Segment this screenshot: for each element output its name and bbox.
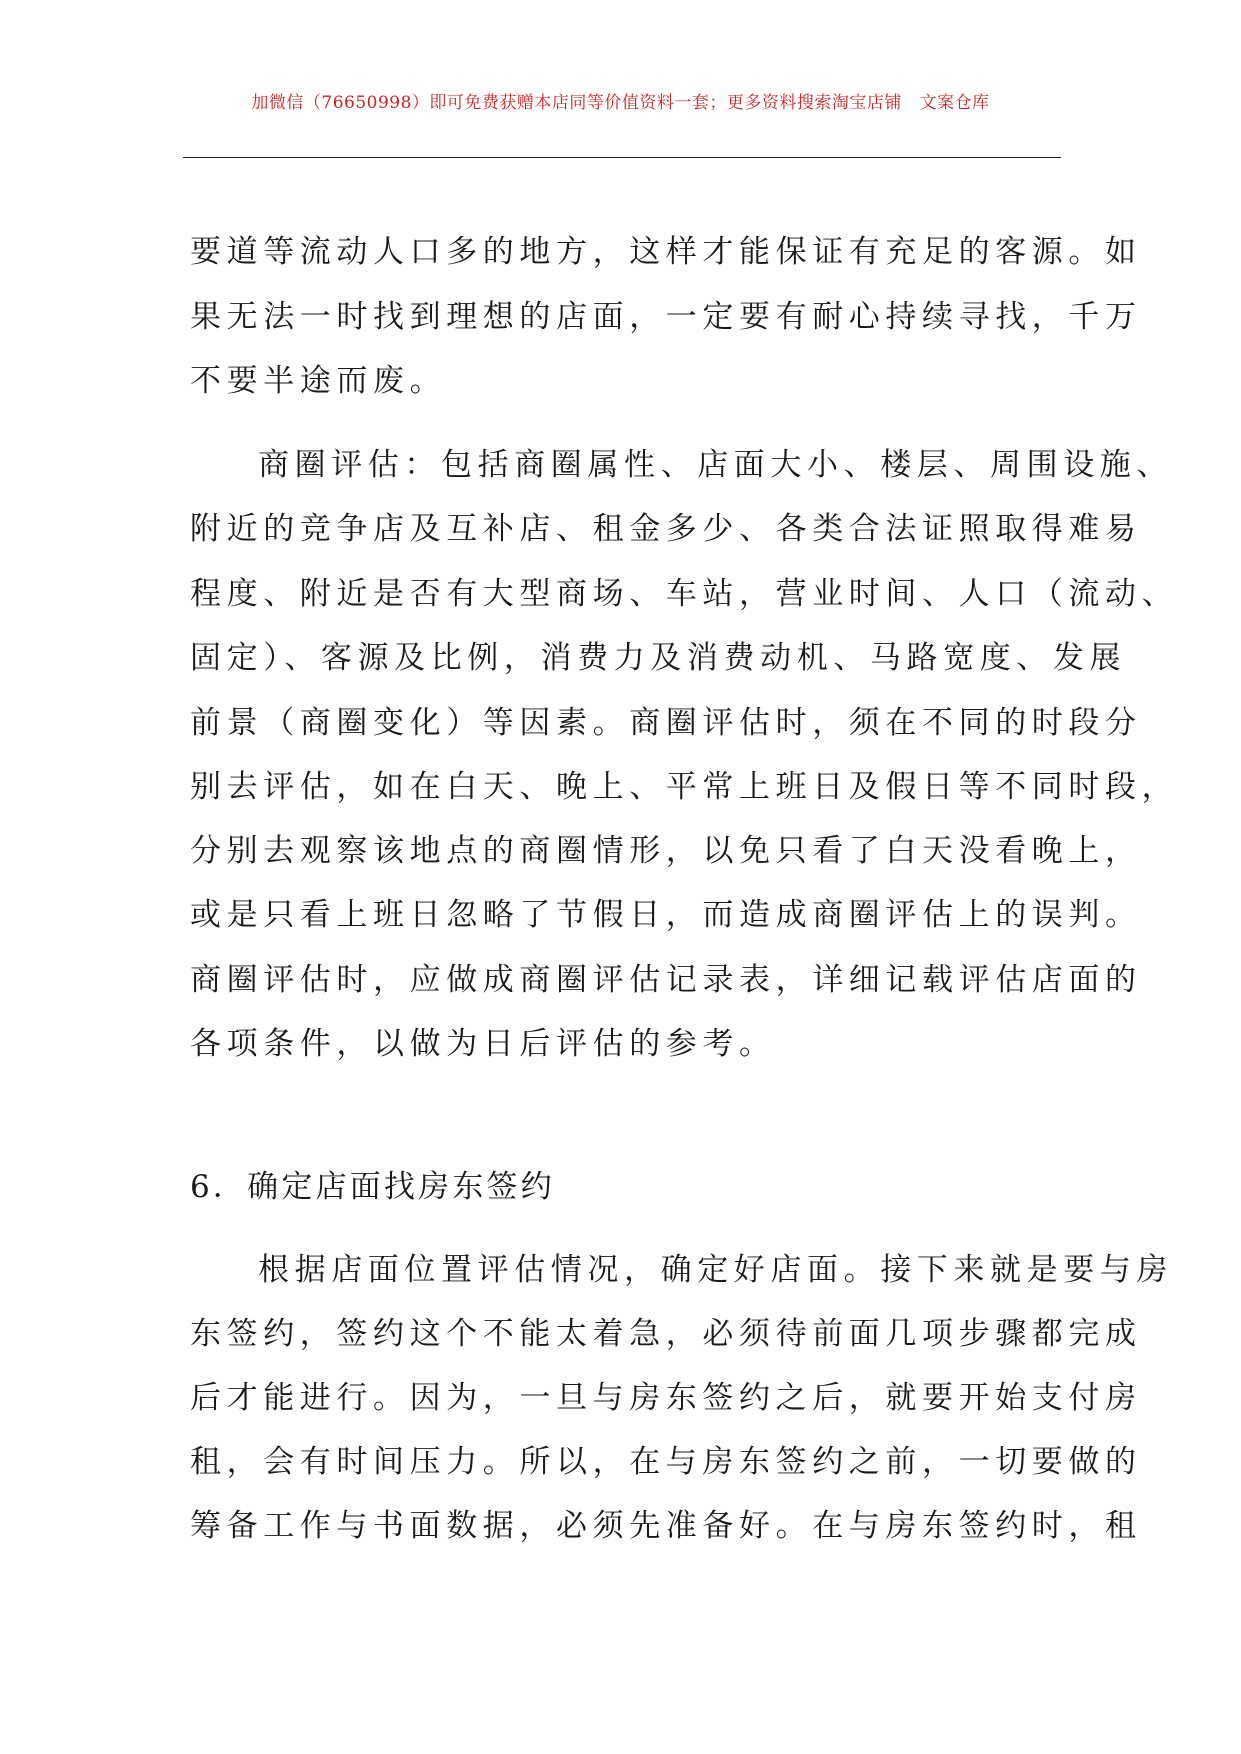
paragraph-first-line: 商圈评估：包括商圈属性、店面大小、楼层、周围设施、	[258, 447, 1173, 483]
body-line: 筹备工作与书面数据，必须先准备好。在与房东签约时，租	[190, 1508, 1142, 1544]
body-line: 后才能进行。因为，一旦与房东签约之后，就要开始支付房	[190, 1380, 1142, 1416]
body-line: 程度、附近是否有大型商场、车站，营业时间、人口（流动、	[190, 576, 1179, 612]
body-line: 不要半途而废。	[190, 363, 447, 399]
section-heading: 6．确定店面找房东签约	[190, 1169, 555, 1205]
body-line: 商圈评估时，应做成商圈评估记录表，详细记载评估店面的	[190, 962, 1142, 998]
body-line: 附近的竞争店及互补店、租金多少、各类合法证照取得难易	[190, 511, 1142, 547]
body-line: 租，会有时间压力。所以，在与房东签约之前，一切要做的	[190, 1444, 1142, 1480]
body-line: 要道等流动人口多的地方，这样才能保证有充足的客源。如	[190, 234, 1142, 270]
body-line: 东签约，签约这个不能太着急，必须待前面几项步骤都完成	[190, 1316, 1142, 1352]
body-line: 固定）、客源及比例，消费力及消费动机、马路宽度、发展	[190, 640, 1127, 676]
page-header-notice: 加微信（76650998）即可免费获赠本店同等价值资料一套；更多资料搜索淘宝店铺 文案仓库	[251, 93, 990, 113]
body-line: 各项条件，以做为日后评估的参考。	[190, 1026, 776, 1062]
body-line: 别去评估，如在白天、晚上、平常上班日及假日等不同时段，	[190, 769, 1179, 805]
body-line: 果无法一时找到理想的店面，一定要有耐心持续寻找，千万	[190, 299, 1142, 335]
body-line: 或是只看上班日忽略了节假日，而造成商圈评估上的误判。	[190, 897, 1142, 933]
body-line: 前景（商圈变化）等因素。商圈评估时，须在不同的时段分	[190, 705, 1142, 741]
header-divider	[183, 157, 1061, 158]
paragraph-first-line: 根据店面位置评估情况，确定好店面。接下来就是要与房	[258, 1252, 1173, 1288]
body-line: 分别去观察该地点的商圈情形，以免只看了白天没看晚上，	[190, 833, 1142, 869]
